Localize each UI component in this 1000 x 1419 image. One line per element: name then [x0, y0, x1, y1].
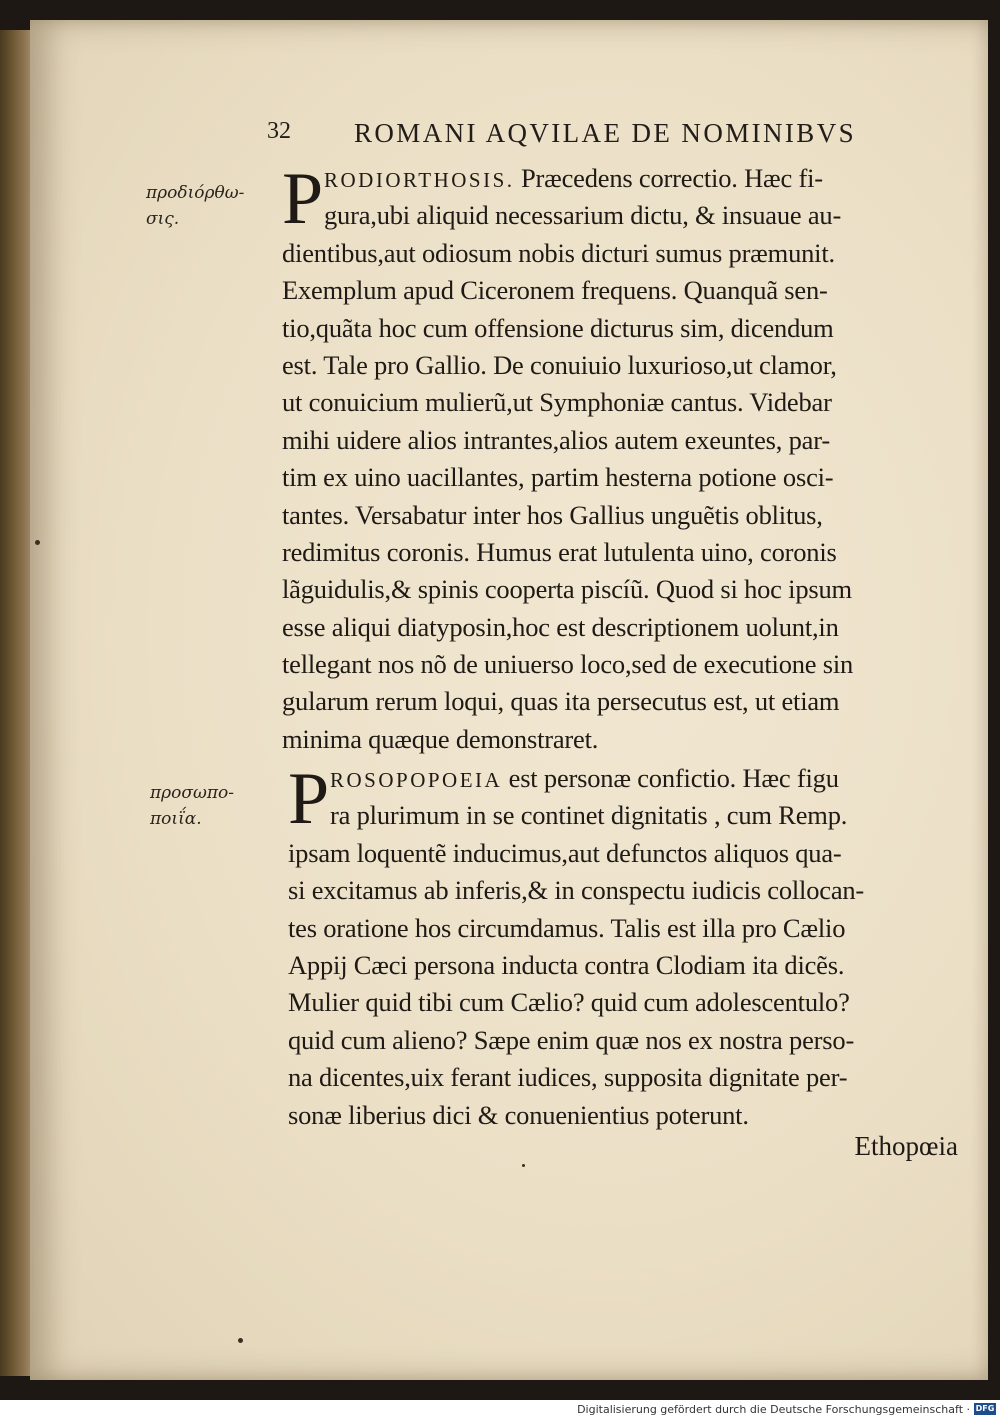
text-line: dientibus,aut odiosum nobis dicturi sumus præmunit.	[282, 237, 835, 268]
text-line: Mulier quid tibi cum Cælio? quid cum adolescentulo?	[288, 987, 850, 1018]
text-line: gura,ubi aliquid necessarium dictu, & insuaue au-	[324, 200, 842, 231]
text-line: ROSOPOPOEIA est personæ confictio. Hæc figu	[330, 763, 839, 793]
text-line: minima quæque demonstraret.	[282, 723, 599, 754]
text-line: esse aliqui diatyposin,hoc est descriptionem uolunt,in	[282, 611, 839, 642]
text-line: tim ex uino uacillantes, partim hesterna potione osci-	[282, 462, 834, 493]
text-line: gularum rerum loqui, quas ita persecutus est, ut etiam	[282, 686, 840, 717]
section-prosopopoeia	[288, 760, 968, 1134]
footer-bar	[0, 1400, 1000, 1419]
page-header	[262, 118, 962, 158]
dfg-logo-icon: DFG	[975, 1404, 995, 1413]
text-line: RODIORTHOSIS. Præcedens correctio. Hæc fi-	[324, 163, 823, 193]
text-line: quid cum alieno? Sæpe enim quæ nos ex nostra perso-	[288, 1024, 855, 1055]
first-word: RODIORTHOSIS.	[324, 168, 515, 192]
initial-letter: P	[282, 158, 324, 240]
initial-letter: P	[288, 758, 330, 840]
text-line: lãguidulis,& spinis cooperta piscíũ. Quod si hoc ipsum	[282, 574, 852, 605]
book-binding-edge	[0, 30, 34, 1376]
text-line: na dicentes,uix ferant iudices, supposita dignitate per-	[288, 1062, 848, 1093]
text-line: sonæ liberius dici & conuenientius poterunt.	[288, 1099, 749, 1130]
text-line: tes oratione hos circumdamus. Talis est illa pro Cælio	[288, 912, 846, 943]
text-line: Appij Cæci persona inducta contra Clodiam ita dicẽs.	[288, 949, 845, 980]
text-line: tantes. Versabatur inter hos Gallius unguẽtis oblitus,	[282, 499, 823, 530]
page-spot	[522, 1164, 525, 1167]
running-title: ROMANI AQVILAE DE NOMINIBVS	[354, 118, 857, 148]
page-number: 32	[267, 118, 291, 144]
text-line: tio,quãta hoc cum offensione dicturus sim, dicendum	[282, 312, 834, 343]
margin-note-prodiorthosis: προδιόρθω- σις.	[146, 183, 245, 229]
text-line: mihi uidere alios intrantes,alios autem exeuntes, par-	[282, 424, 830, 455]
page-spot	[35, 540, 40, 545]
text-line: ipsam loquentẽ inducimus,aut defunctos aliquos qua-	[288, 837, 842, 868]
page-spot	[238, 1338, 243, 1343]
first-word: ROSOPOPOEIA	[330, 768, 503, 792]
text-line: redimitus coronis. Humus erat lutulenta uino, coronis	[282, 536, 837, 567]
text-line: ra plurimum in se continet dignitatis , cum Remp.	[330, 800, 848, 831]
text-line: Exemplum apud Ciceronem frequens. Quanquã sen-	[282, 275, 828, 306]
digitization-credit: Digitalisierung gefördert durch die Deutsche Forschungsgemeinschaft ·	[577, 1403, 970, 1416]
text-line: est. Tale pro Gallio. De conuiuio luxurioso,ut clamor,	[282, 349, 837, 380]
text-line: ut conuicium mulierũ,ut Symphoniæ cantus. Videbar	[282, 387, 832, 418]
section-prodiorthosis	[282, 160, 962, 758]
margin-note-prosopopoeia: προσωπο- ποιΐα.	[150, 783, 235, 829]
text-line: si excitamus ab inferis,& in conspectu iudicis collocan-	[288, 875, 865, 906]
text-line: tellegant nos nõ de uniuerso loco,sed de executione sin	[282, 649, 854, 680]
catchword: Ethopœia	[854, 1131, 958, 1161]
